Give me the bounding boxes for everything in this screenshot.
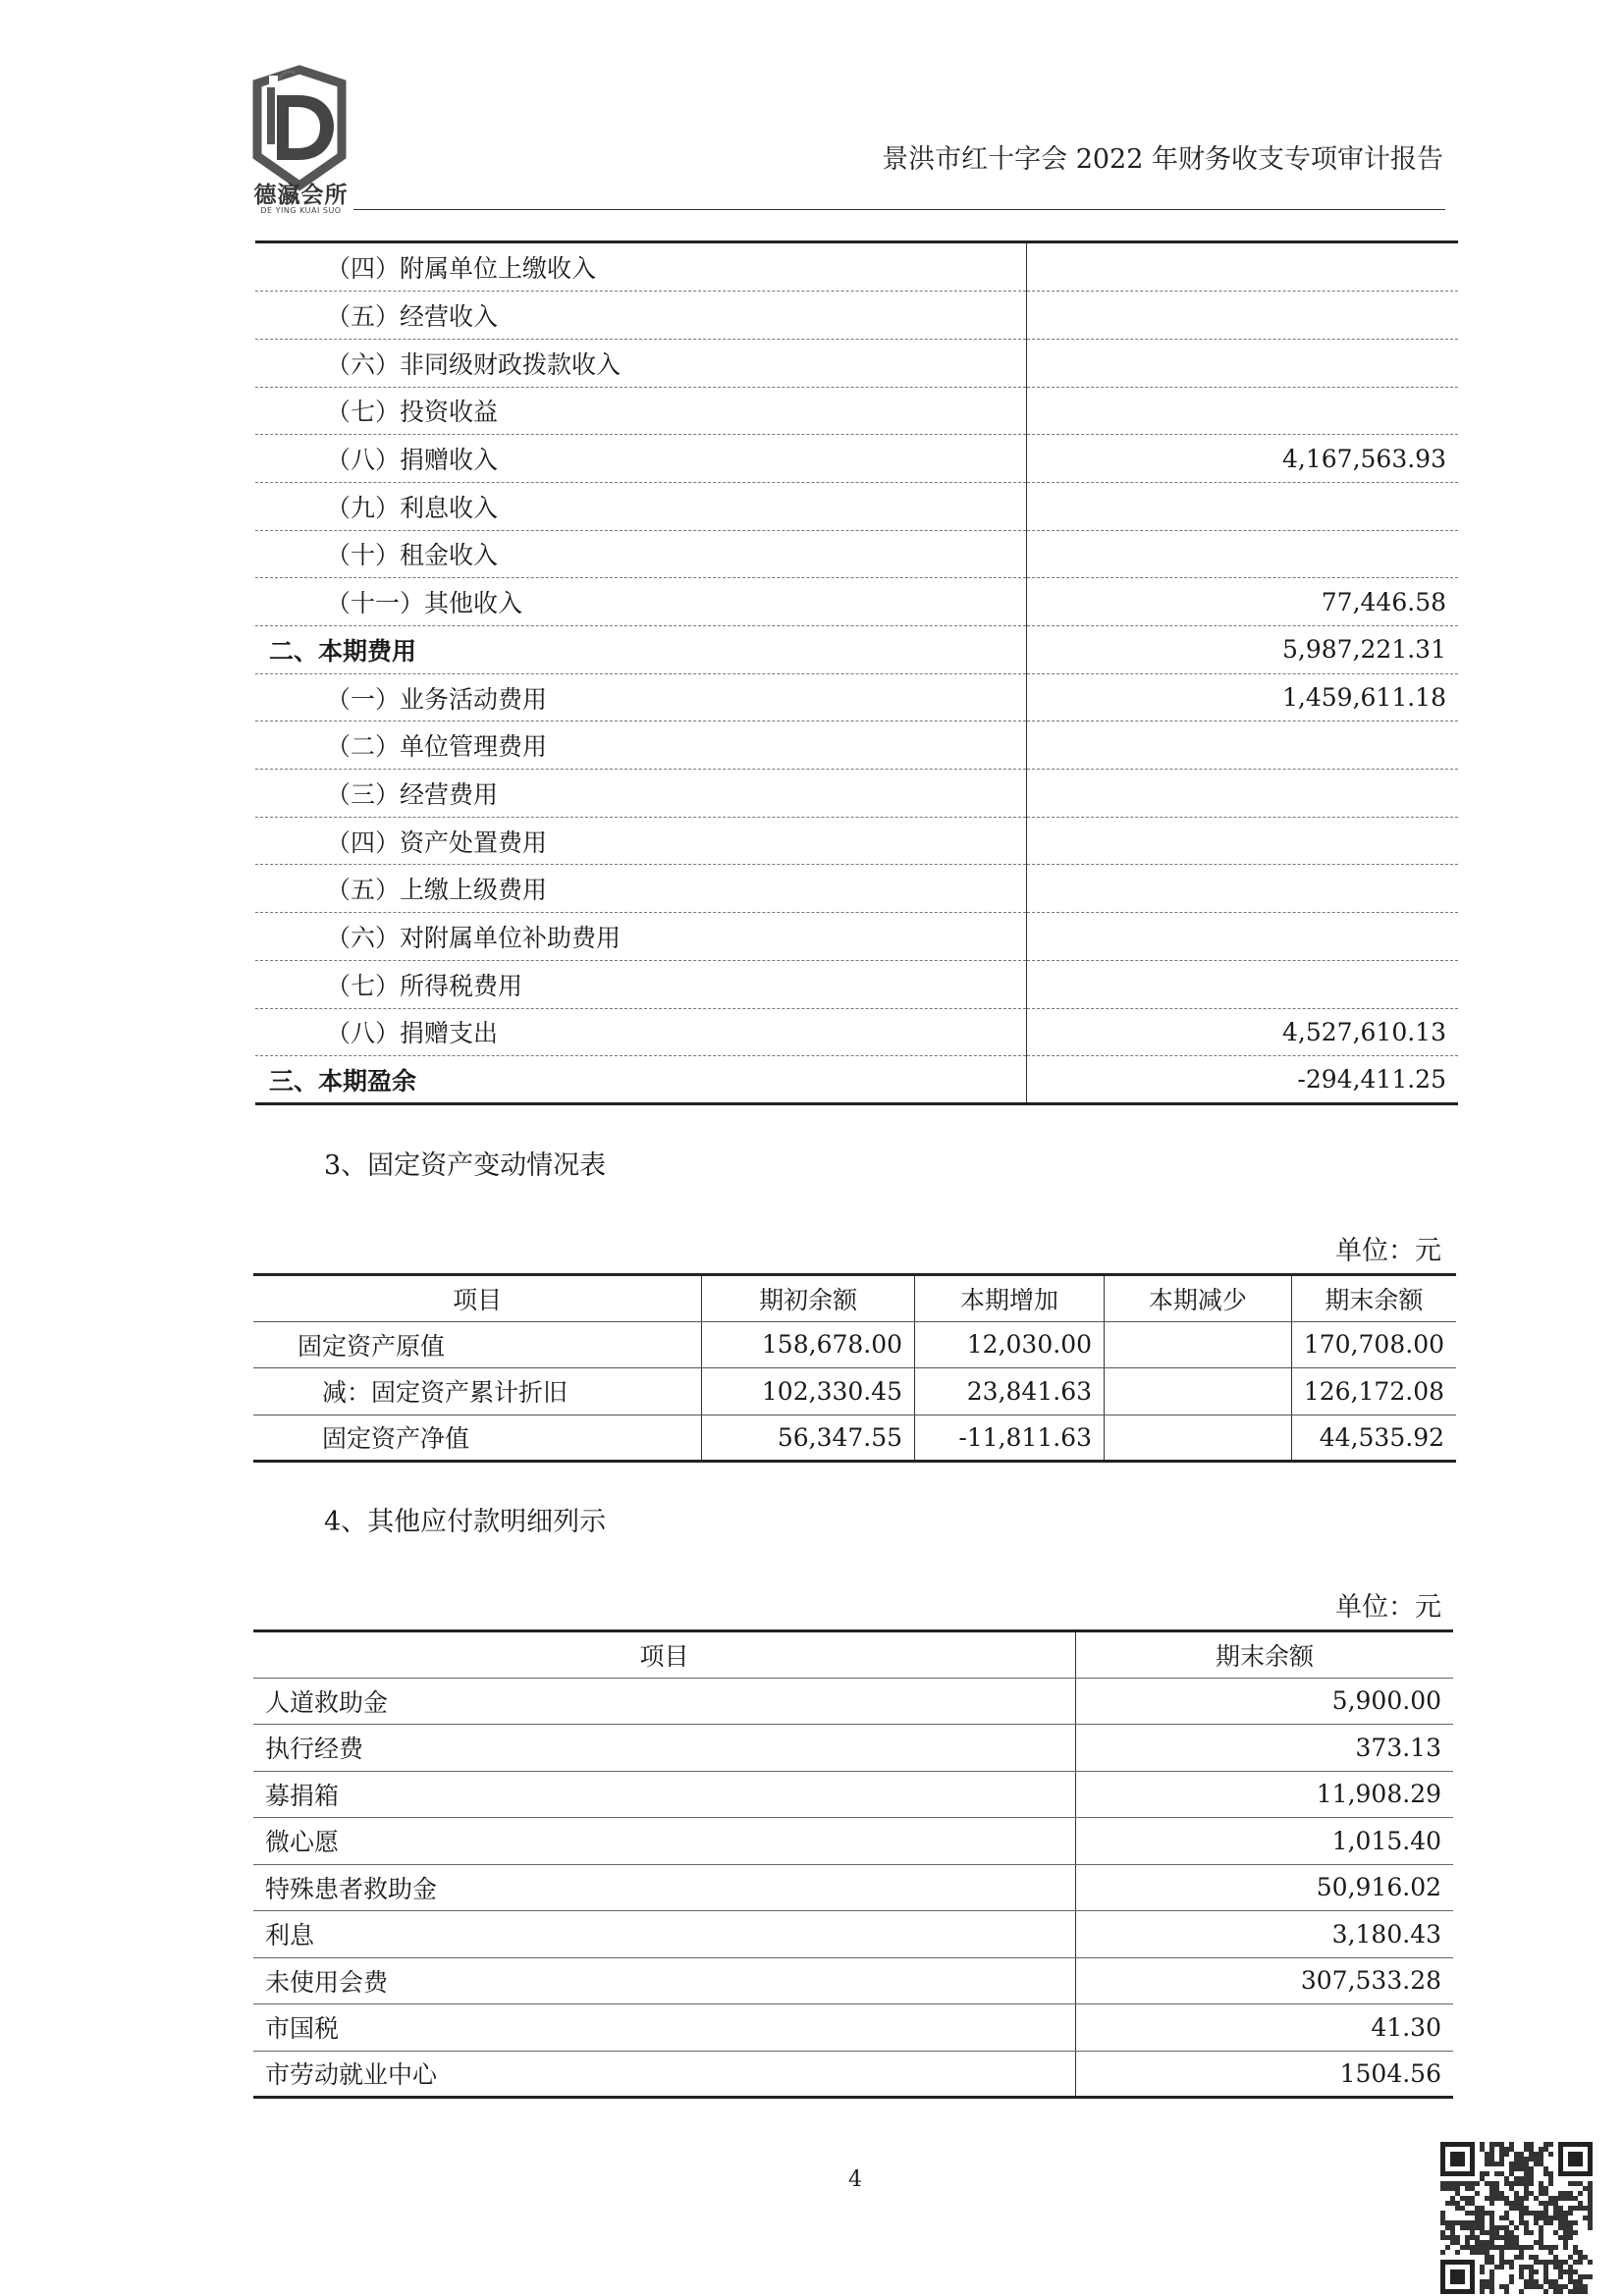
row-value: 3,180.43 xyxy=(1076,1911,1454,1958)
row-value xyxy=(1027,387,1459,435)
row-value xyxy=(1027,770,1459,818)
table-row xyxy=(253,2004,1453,2052)
row-label: 募捐箱 xyxy=(253,1771,1076,1818)
row-value: 77,446.58 xyxy=(1027,578,1459,626)
table-row xyxy=(255,770,1458,818)
row-value xyxy=(1027,913,1459,961)
table-row xyxy=(255,387,1458,435)
table-row xyxy=(255,339,1458,387)
table-row xyxy=(255,243,1458,292)
row-value: 5,987,221.31 xyxy=(1027,626,1459,674)
table-row xyxy=(255,1008,1458,1056)
row-value: 11,908.29 xyxy=(1076,1771,1454,1818)
table-row xyxy=(255,1056,1458,1104)
table-row xyxy=(255,673,1458,721)
row-label: （七）所得税费用 xyxy=(255,960,1027,1008)
table-row xyxy=(255,292,1458,340)
row-value xyxy=(1027,243,1459,292)
column-header: 期末余额 xyxy=(1076,1631,1454,1679)
row-value: 1,015.40 xyxy=(1076,1818,1454,1865)
row-value xyxy=(1027,530,1459,578)
table-row xyxy=(255,913,1458,961)
table-row xyxy=(253,1771,1453,1818)
row-value xyxy=(1027,865,1459,913)
table-row xyxy=(253,1321,1456,1368)
row-value: 158,678.00 xyxy=(702,1321,915,1368)
table-row xyxy=(253,1725,1453,1772)
row-label: （三）经营费用 xyxy=(255,770,1027,818)
row-value: 102,330.45 xyxy=(702,1368,915,1415)
table-row xyxy=(253,2051,1453,2098)
row-value xyxy=(1105,1368,1292,1415)
row-value xyxy=(1105,1415,1292,1462)
row-label: （四）资产处置费用 xyxy=(255,817,1027,865)
table-row xyxy=(255,530,1458,578)
logo-name-en: DE YING KUAI SUO xyxy=(260,206,342,215)
row-label: （九）利息收入 xyxy=(255,482,1027,530)
row-value: 170,708.00 xyxy=(1291,1321,1456,1368)
row-label: （二）单位管理费用 xyxy=(255,721,1027,770)
other-payables-heading: 4、其他应付款明细列示 xyxy=(324,1507,607,1537)
row-label: 三、本期盈余 xyxy=(255,1056,1027,1104)
row-label: （五）经营收入 xyxy=(255,292,1027,340)
logo-name-cn: 德瀛会所 xyxy=(253,183,349,208)
row-label: 二、本期费用 xyxy=(255,626,1027,674)
table-row xyxy=(253,1818,1453,1865)
row-value: -294,411.25 xyxy=(1027,1056,1459,1104)
row-label: 执行经费 xyxy=(253,1725,1076,1772)
table-header-row xyxy=(253,1631,1453,1679)
table-row xyxy=(253,1864,1453,1911)
row-label: （十）租金收入 xyxy=(255,530,1027,578)
table-row xyxy=(253,1415,1456,1462)
row-value: 12,030.00 xyxy=(915,1321,1105,1368)
fixed-assets-heading: 3、固定资产变动情况表 xyxy=(324,1150,607,1181)
row-value: 5,900.00 xyxy=(1076,1678,1454,1725)
row-value: 373.13 xyxy=(1076,1725,1454,1772)
row-value: 126,172.08 xyxy=(1291,1368,1456,1415)
row-label: 固定资产原值 xyxy=(253,1321,702,1368)
table-row xyxy=(255,960,1458,1008)
header-divider xyxy=(353,209,1445,210)
row-value: 4,167,563.93 xyxy=(1027,435,1459,483)
row-label: 特殊患者救助金 xyxy=(253,1864,1076,1911)
row-label: 未使用会费 xyxy=(253,1957,1076,2004)
row-label: （十一）其他收入 xyxy=(255,578,1027,626)
row-value xyxy=(1027,817,1459,865)
column-header: 期末余额 xyxy=(1291,1275,1456,1322)
table-row xyxy=(253,1911,1453,1958)
table-row xyxy=(255,578,1458,626)
row-value: 307,533.28 xyxy=(1076,1957,1454,2004)
table-row xyxy=(255,435,1458,483)
row-label: 人道救助金 xyxy=(253,1678,1076,1725)
row-label: （八）捐赠收入 xyxy=(255,435,1027,483)
row-label: 利息 xyxy=(253,1911,1076,1958)
table-row xyxy=(255,626,1458,674)
row-value: 50,916.02 xyxy=(1076,1864,1454,1911)
table-row xyxy=(255,482,1458,530)
row-label: （一）业务活动费用 xyxy=(255,673,1027,721)
row-label: （六）非同级财政拨款收入 xyxy=(255,339,1027,387)
column-header: 本期增加 xyxy=(915,1275,1105,1322)
fixed-assets-table xyxy=(253,1273,1456,1463)
row-label: 固定资产净值 xyxy=(253,1415,702,1462)
row-label: 微心愿 xyxy=(253,1818,1076,1865)
row-label: （五）上缴上级费用 xyxy=(255,865,1027,913)
row-value xyxy=(1105,1321,1292,1368)
table-row xyxy=(253,1368,1456,1415)
table-row xyxy=(253,1957,1453,2004)
page-number: 4 xyxy=(848,2167,862,2192)
table-row xyxy=(255,721,1458,770)
row-value: 23,841.63 xyxy=(915,1368,1105,1415)
other-payables-unit: 单位：元 xyxy=(1335,1592,1441,1623)
other-payables-table xyxy=(253,1629,1453,2099)
row-value xyxy=(1027,482,1459,530)
row-value: 44,535.92 xyxy=(1291,1415,1456,1462)
row-value: 41.30 xyxy=(1076,2004,1454,2052)
row-label: 市劳动就业中心 xyxy=(253,2051,1076,2098)
report-header-title: 景洪市红十字会 2022 年财务收支专项审计报告 xyxy=(882,144,1443,175)
row-value xyxy=(1027,960,1459,1008)
row-label: （七）投资收益 xyxy=(255,387,1027,435)
row-value xyxy=(1027,292,1459,340)
row-label: 减：固定资产累计折旧 xyxy=(253,1368,702,1415)
table-header-row xyxy=(253,1275,1456,1322)
column-header: 项目 xyxy=(253,1275,702,1322)
row-value: -11,811.63 xyxy=(915,1415,1105,1462)
row-value: 56,347.55 xyxy=(702,1415,915,1462)
column-header: 项目 xyxy=(253,1631,1076,1679)
row-value: 1504.56 xyxy=(1076,2051,1454,2098)
qr-code-icon xyxy=(1440,2142,1593,2294)
row-value: 1,459,611.18 xyxy=(1027,673,1459,721)
row-label: （六）对附属单位补助费用 xyxy=(255,913,1027,961)
row-label: （八）捐赠支出 xyxy=(255,1008,1027,1056)
row-value xyxy=(1027,721,1459,770)
column-header: 期初余额 xyxy=(702,1275,915,1322)
fixed-assets-unit: 单位：元 xyxy=(1335,1236,1441,1266)
row-value: 4,527,610.13 xyxy=(1027,1008,1459,1056)
table-row xyxy=(255,817,1458,865)
table-row xyxy=(255,865,1458,913)
row-value xyxy=(1027,339,1459,387)
column-header: 本期减少 xyxy=(1105,1275,1292,1322)
row-label: （四）附属单位上缴收入 xyxy=(255,243,1027,292)
income-statement-table xyxy=(255,243,1458,1105)
table-row xyxy=(253,1678,1453,1725)
row-label: 市国税 xyxy=(253,2004,1076,2052)
